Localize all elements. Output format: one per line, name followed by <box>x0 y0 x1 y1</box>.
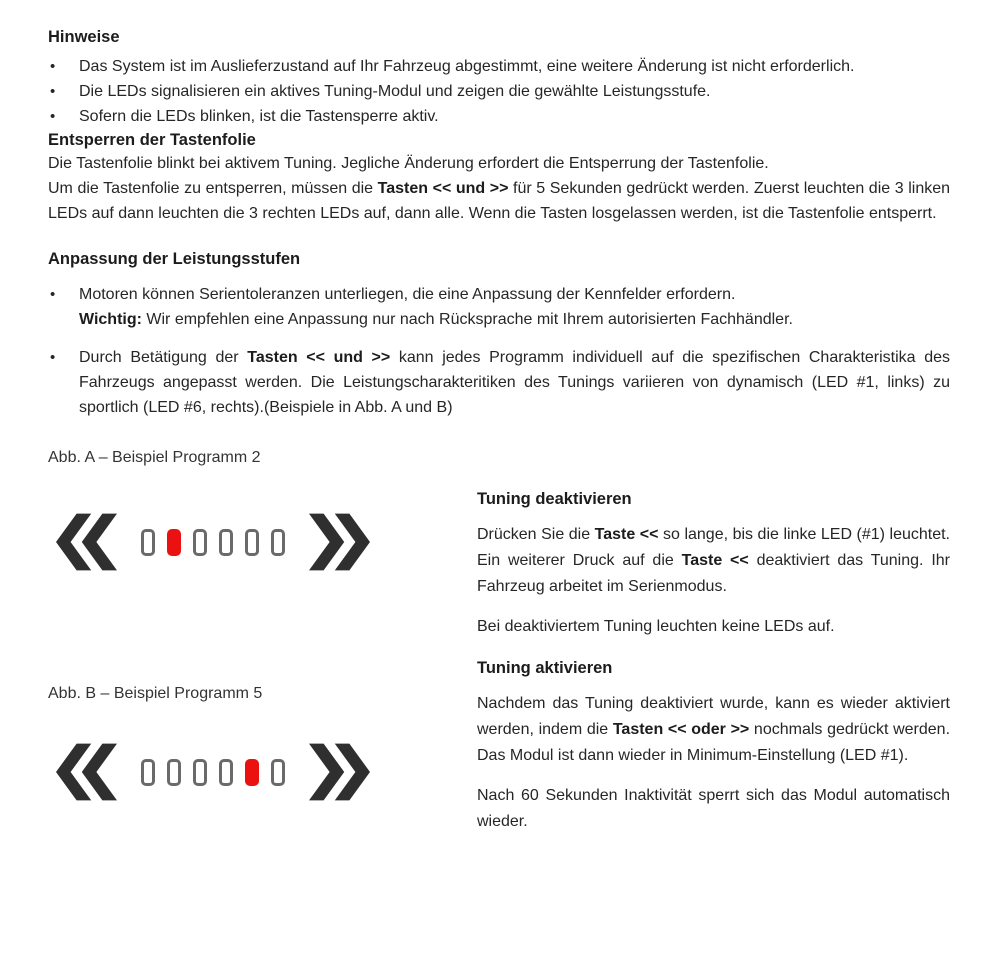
led-4 <box>219 759 233 786</box>
led-4 <box>219 529 233 556</box>
led-6 <box>271 529 285 556</box>
bullet-icon: • <box>50 108 56 125</box>
double-chevron-right-icon <box>309 739 370 805</box>
list-item-text: Sofern die LEDs blinken, ist die Tastensperre aktiv. <box>79 108 439 125</box>
list-item <box>48 345 950 420</box>
entsperren-paragraph-2: Um die Tastenfolie zu entsperren, müssen die Tasten << und >> für 5 Sekunden gedrückt werden. Zuerst leuchten die 3 linken LEDs auf dann leuchten die 3 rechten LEDs auf, dann alle. Wenn die Tasten losgelassen werden, ist die Tastenfolie entsperrt. <box>48 180 951 222</box>
deaktivieren-paragraph-1: Drücken Sie die Taste << so lange, bis die linke LED (#1) leuchtet. Ein weiterer Druck auf die Taste << deaktiviert das Tuning. Ihr Fahrzeug arbeitet im Serienmodus. <box>477 526 950 595</box>
led-5 <box>245 529 259 556</box>
list-item-text: Durch Betätigung der Tasten << und >> kann jedes Programm individuell auf die spezifischen Charakteristika des Fahrzeugs angepasst werden. Die Leistungscharakteritiken des Tunings variieren von dynamisch (LED #1, links) zu sportlich (LED #6, rechts).(Beispiele in Abb. A und B) <box>79 349 950 416</box>
hinweise-heading: Hinweise <box>48 28 120 46</box>
led-row <box>141 529 285 556</box>
list-item <box>48 54 950 79</box>
deaktivieren-paragraph-2: Bei deaktiviertem Tuning leuchten keine LEDs auf. <box>477 618 835 635</box>
anpassung-b1-line1: Motoren können Serientoleranzen unterliegen, die eine Anpassung der Kennfelder erfordern. <box>79 286 736 303</box>
led-2-active <box>167 529 181 556</box>
double-chevron-left-icon <box>56 509 117 575</box>
list-item <box>48 282 950 332</box>
aktivieren-heading: Tuning aktivieren <box>477 659 613 677</box>
anpassung-heading: Anpassung der Leistungsstufen <box>48 250 301 268</box>
list-item <box>48 79 950 104</box>
led-row <box>141 759 285 786</box>
anpassung-b1-line2: Wichtig: Wir empfehlen eine Anpassung nur nach Rücksprache mit Ihrem autorisierten Fachhändler. <box>79 311 793 328</box>
deaktivieren-heading: Tuning deaktivieren <box>477 490 632 508</box>
double-chevron-left-icon <box>56 739 117 805</box>
led-5-active <box>245 759 259 786</box>
figures-column <box>48 446 477 849</box>
figure-a-caption: Abb. A – Beispiel Programm 2 <box>48 449 261 466</box>
led-1 <box>141 529 155 556</box>
led-3 <box>193 529 207 556</box>
figure-b-caption: Abb. B – Beispiel Programm 5 <box>48 685 263 702</box>
anpassung-list <box>48 282 950 420</box>
tuning-text-column <box>477 488 950 849</box>
aktivieren-paragraph-1: Nachdem das Tuning deaktiviert wurde, kann es wieder aktiviert werden, indem die Tasten << oder >> nochmals gedrückt werden. Das Modul ist dann wieder in Minimum-Einstellung (LED #1). <box>477 695 951 764</box>
hinweise-list <box>48 54 950 129</box>
led-1 <box>141 759 155 786</box>
bullet-icon: • <box>50 286 56 303</box>
two-column-zone <box>48 446 950 849</box>
bullet-icon: • <box>50 349 56 366</box>
entsperren-heading: Entsperren der Tastenfolie <box>48 131 256 149</box>
list-item-text: Die LEDs signalisieren ein aktives Tuning-Modul und zeigen die gewählte Leistungsstufe. <box>79 83 711 100</box>
figure-a-led-graphic <box>56 508 477 576</box>
led-3 <box>193 759 207 786</box>
bullet-icon: • <box>50 83 56 100</box>
bullet-icon: • <box>50 58 56 75</box>
figure-b-led-graphic <box>56 738 477 806</box>
led-2 <box>167 759 181 786</box>
entsperren-paragraph-1: Die Tastenfolie blinkt bei aktivem Tuning. Jegliche Änderung erfordert die Entsperrung der Tastenfolie. <box>48 155 769 172</box>
list-item-text: Das System ist im Auslieferzustand auf Ihr Fahrzeug abgestimmt, eine weitere Änderung ist nicht erforderlich. <box>79 58 855 75</box>
list-item-text <box>79 282 950 332</box>
double-chevron-right-icon <box>309 509 370 575</box>
led-6 <box>271 759 285 786</box>
list-item <box>48 104 950 129</box>
aktivieren-paragraph-2: Nach 60 Sekunden Inaktivität sperrt sich das Modul automatisch wieder. <box>477 787 950 830</box>
